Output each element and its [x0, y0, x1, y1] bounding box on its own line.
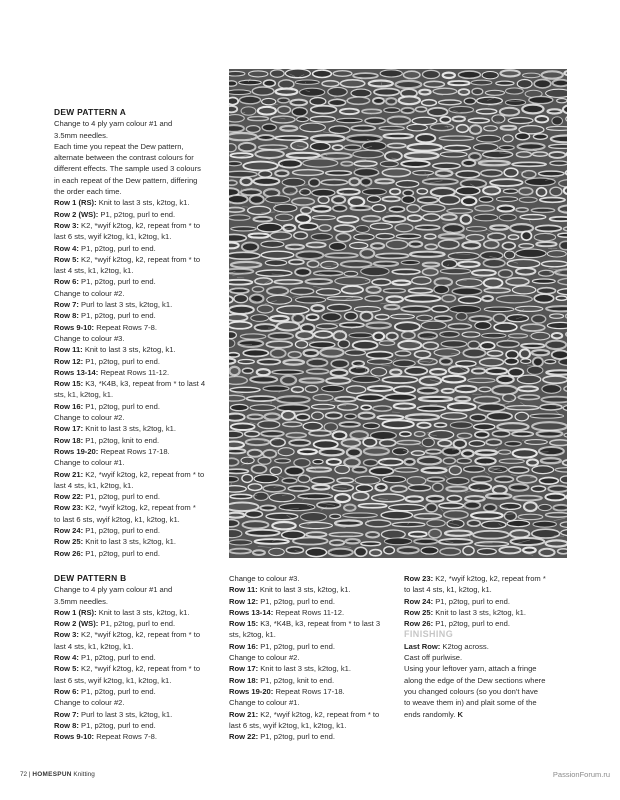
row-text: Repeat Rows 7-8. — [94, 322, 157, 332]
row-text: Knit to last 3 sts, k2tog, k1. — [257, 585, 351, 595]
row-text: Repeat Rows 7-8. — [94, 732, 157, 742]
magazine-brand: HOMESPUN — [32, 771, 72, 778]
row-instruction — [404, 618, 568, 629]
row-instruction — [54, 491, 218, 502]
row-instruction — [54, 220, 218, 231]
row-instruction — [54, 686, 218, 697]
row-text: P1, p2tog, purl to end. — [78, 686, 156, 696]
knitted-texture-image — [229, 69, 567, 558]
row-label: Row 18: — [54, 435, 84, 445]
row-instruction — [54, 299, 218, 310]
page-number: 72 — [20, 771, 28, 778]
row-text: K2, *wyif k2tog, k2, repeat from * to — [78, 630, 201, 640]
row-instruction — [54, 401, 218, 412]
finishing-text: you changed colours (so you don't have — [404, 686, 539, 696]
row-label: Row 1 (RS): — [54, 607, 97, 617]
row-text: K2, *wyif k2tog, k2, repeat from * to — [83, 469, 205, 479]
row-instruction — [54, 322, 218, 333]
colour-change: Change to colour #2. — [54, 698, 125, 708]
row-label: Row 21: — [54, 469, 84, 479]
dew-pattern-a-section — [54, 107, 218, 559]
row-label: Row 25: — [54, 537, 84, 547]
row-continuation: sts, k2tog, k1. — [229, 630, 276, 640]
row-label: Rows 9-10: — [54, 322, 95, 332]
row-instruction — [229, 663, 393, 674]
row-text: P1, p2tog, purl to end. — [258, 596, 335, 606]
row-label: Row 25: — [404, 607, 434, 617]
knitted-fabric-photo — [229, 69, 567, 558]
row-text: P1, p2tog, purl to end. — [83, 356, 160, 366]
row-label: Row 15: — [229, 619, 259, 629]
intro-line: Change to 4 ply yarn colour #1 and — [54, 119, 173, 129]
row-text: Knit to last 3 sts, k2tog, k1. — [83, 424, 176, 434]
row-instruction — [404, 596, 568, 607]
row-label: Row 5: — [54, 254, 79, 264]
row-text: Knit to last 3 sts, k2tog, k1. — [82, 345, 176, 355]
row-continuation: last 6 sts, wyif k2tog, k1, k2tog, k1. — [229, 720, 347, 730]
row-text: Knit to last 3 sts, k2tog, k1. — [96, 607, 190, 617]
row-instruction — [54, 243, 218, 254]
finishing-text: Cast off purlwise. — [404, 653, 463, 663]
row-text: Knit to last 3 sts, k2tog, k1. — [96, 198, 190, 208]
row-instruction — [54, 536, 218, 547]
row-label: Rows 19-20: — [54, 446, 99, 456]
row-instruction — [54, 378, 218, 389]
row-text: P1, p2tog, purl to end. — [78, 653, 156, 663]
row-label: Row 11: — [54, 345, 83, 355]
row-instruction — [229, 584, 393, 595]
row-instruction — [54, 356, 218, 367]
colour-change: Change to colour #2. — [54, 288, 125, 298]
row-label: Row 22: — [54, 492, 84, 502]
row-instruction — [54, 310, 218, 321]
row-instruction — [54, 469, 218, 480]
row-label: Row 23: — [404, 574, 434, 583]
row-continuation: last 6 sts, wyif k2tog, k1, k2tog, k1. — [54, 675, 172, 685]
row-label: Row 6: — [54, 277, 79, 287]
row-label: Row 6: — [54, 686, 79, 696]
page-footer — [20, 771, 95, 778]
row-text: P1, p2tog, purl to end. — [83, 548, 160, 558]
row-text: K3, *K4B, k3, repeat from * to last 4 — [83, 379, 206, 389]
row-label: Row 7: — [54, 300, 79, 310]
intro-line: different effects. The sample used 3 colours — [54, 164, 201, 174]
row-label: Row 26: — [404, 619, 434, 629]
intro-line: alternate between the contrast colours for — [54, 153, 194, 163]
row-text: Repeat Rows 11-12. — [273, 607, 345, 617]
row-instruction — [54, 629, 218, 640]
intro-line: the order each time. — [54, 187, 122, 197]
row-text: P1, p2tog, purl to end. — [83, 401, 160, 411]
row-text: K2, *wyif k2tog, k2, repeat from * — [83, 503, 196, 513]
row-text: P1, p2tog, purl to end. — [258, 641, 335, 651]
row-instruction — [54, 367, 218, 378]
row-instruction — [54, 548, 218, 559]
row-instruction — [54, 720, 218, 731]
row-text: K2, *wyif k2tog, k2, repeat from * to — [258, 709, 380, 719]
intro-line: 3.5mm needles. — [54, 596, 109, 606]
finishing-text: to weave them in) and plait some of the — [404, 698, 537, 708]
row-text: Knit to last 3 sts, k2tog, k1. — [258, 664, 351, 674]
colour-change: Change to colour #3. — [229, 574, 300, 583]
row-continuation: last 4 sts, k1, k2tog, k1. — [54, 480, 134, 490]
row-instruction — [229, 596, 393, 607]
dew-pattern-b-section — [54, 573, 218, 742]
row-continuation: last 4 sts, k1, k2tog, k1. — [54, 266, 134, 276]
row-label: Row 2 (WS): — [54, 209, 99, 219]
colour-change: Change to colour #3. — [54, 333, 125, 343]
row-continuation: to last 6 sts, wyif k2tog, k1, k2tog, k1. — [54, 514, 180, 524]
row-text: K2, *wyif k2tog, k2, repeat from * — [433, 574, 546, 583]
row-text: K2, *wyif k2tog, k2, repeat from * to — [78, 254, 201, 264]
end-of-pattern-mark: K — [457, 709, 463, 719]
row-label: Row 7: — [54, 709, 79, 719]
row-instruction — [54, 423, 218, 434]
row-label: Row 12: — [54, 356, 84, 366]
row-label: Row 15: — [54, 379, 84, 389]
row-instruction — [54, 344, 218, 355]
row-label: Rows 19-20: — [229, 686, 274, 696]
row-label: Row 4: — [54, 243, 79, 253]
row-label: Row 17: — [54, 424, 84, 434]
magazine-section: Knitting — [71, 771, 95, 778]
row-label: Row 3: — [54, 630, 79, 640]
footer-separator: | — [27, 771, 33, 778]
row-label: Row 22: — [229, 732, 259, 742]
row-continuation: last 4 sts, k1, k2tog, k1. — [54, 641, 134, 651]
dew-pattern-b-continued — [229, 573, 393, 742]
row-text: Purl to last 3 sts, k2tog, k1. — [78, 709, 173, 719]
row-label: Row 3: — [54, 220, 79, 230]
row-instruction — [54, 607, 218, 618]
row-text: P1, p2tog, purl to end. — [83, 525, 160, 535]
intro-line: 3.5mm needles. — [54, 130, 109, 140]
row-instruction — [229, 686, 393, 697]
row-text: P1, p2tog, purl to end. — [433, 596, 510, 606]
row-text: Knit to last 3 sts, k2tog, k1. — [83, 537, 176, 547]
row-instruction — [54, 709, 218, 720]
row-instruction — [54, 435, 218, 446]
row-instruction — [229, 607, 393, 618]
finishing-text: Using your leftover yarn, attach a fringe — [404, 664, 537, 674]
row-instruction — [54, 254, 218, 265]
row-label: Row 12: — [229, 596, 259, 606]
intro-line: Each time you repeat the Dew pattern, — [54, 141, 184, 151]
colour-change: Change to colour #1. — [54, 458, 125, 468]
row-text: P1, p2tog, purl to end. — [78, 720, 156, 730]
row-instruction — [54, 663, 218, 674]
row-label: Row 18: — [229, 675, 259, 685]
row-text: Knit to last 3 sts, k2tog, k1. — [433, 607, 526, 617]
site-watermark: PassionForum.ru — [552, 770, 610, 779]
row-label: Rows 9-10: — [54, 732, 95, 742]
row-label: Rows 13-14: — [229, 607, 274, 617]
row-instruction — [54, 446, 218, 457]
row-text: K2, *wyif k2tog, k2, repeat from * to — [78, 664, 201, 674]
row-instruction — [404, 573, 568, 584]
row-text: P1, p2tog, purl to end. — [78, 243, 156, 253]
row-text: P1, p2tog, purl to end. — [78, 311, 156, 321]
row-instruction — [54, 731, 218, 742]
row-label: Row 24: — [54, 525, 84, 535]
row-instruction — [54, 276, 218, 287]
row-label: Rows 13-14: — [54, 367, 99, 377]
row-label: Row 4: — [54, 653, 79, 663]
row-instruction — [229, 709, 393, 720]
row-instruction — [54, 618, 218, 629]
row-text: K2, *wyif k2tog, k2, repeat from * to — [78, 220, 201, 230]
row-label: Row 26: — [54, 548, 84, 558]
row-label: Row 16: — [229, 641, 259, 651]
row-instruction — [229, 731, 393, 742]
row-instruction — [54, 652, 218, 663]
row-text: Repeat Rows 11-12. — [98, 367, 170, 377]
row-text: P1, p2tog, purl to end. — [98, 209, 176, 219]
row-text: P1, p2tog, purl to end. — [433, 619, 510, 629]
colour-change: Change to colour #1. — [229, 698, 300, 708]
row-instruction — [404, 607, 568, 618]
row-label: Row 1 (RS): — [54, 198, 97, 208]
row-instruction — [54, 209, 218, 220]
finishing-heading: FINISHING — [404, 629, 454, 640]
row-instruction — [54, 502, 218, 513]
row-text: P1, p2tog, knit to end. — [83, 435, 160, 445]
row-text: Purl to last 3 sts, k2tog, k1. — [78, 300, 173, 310]
finishing-text-end: ends randomly. — [404, 709, 456, 719]
finishing-text — [404, 709, 568, 720]
row-instruction — [54, 525, 218, 536]
row-instruction — [229, 675, 393, 686]
row-label: Row 11: — [229, 585, 258, 595]
row-continuation: to last 4 sts, k1, k2tog, k1. — [404, 585, 492, 595]
colour-change: Change to colour #2. — [229, 653, 300, 663]
row-label: Row 17: — [229, 664, 259, 674]
row-label: Row 24: — [404, 596, 434, 606]
row-text: K3, *K4B, k3, repeat from * to last 3 — [258, 619, 381, 629]
row-continuation: last 6 sts, wyif k2tog, k1, k2tog, k1. — [54, 232, 172, 242]
finishing-text: along the edge of the Dew sections where — [404, 675, 546, 685]
row-label: Row 21: — [229, 709, 259, 719]
row-label: Row 8: — [54, 720, 79, 730]
row-instruction — [229, 618, 393, 629]
dew-pattern-a-heading: DEW PATTERN A — [54, 107, 127, 117]
row-text: K2tog across. — [440, 641, 489, 651]
row-instruction — [54, 197, 218, 208]
row-continuation: sts, k1, k2tog, k1. — [54, 390, 114, 400]
dew-pattern-b-end-and-finishing — [404, 573, 568, 720]
row-text: P1, p2tog, purl to end. — [78, 277, 156, 287]
row-text: P1, p2tog, purl to end. — [98, 619, 176, 629]
row-text: P1, p2tog, knit to end. — [258, 675, 335, 685]
row-label: Row 2 (WS): — [54, 619, 99, 629]
dew-pattern-b-heading: DEW PATTERN B — [54, 573, 127, 583]
row-label: Row 23: — [54, 503, 84, 513]
row-label: Row 16: — [54, 401, 84, 411]
intro-line: Change to 4 ply yarn colour #1 and — [54, 585, 173, 595]
row-text: Repeat Rows 17-18. — [273, 686, 345, 696]
row-label: Last Row: — [404, 641, 441, 651]
row-text: P1, p2tog, purl to end. — [83, 492, 160, 502]
intro-line: in each repeat of the Dew pattern, differing — [54, 175, 198, 185]
row-instruction — [404, 641, 568, 652]
row-text: Repeat Rows 17-18. — [98, 446, 170, 456]
row-label: Row 5: — [54, 664, 79, 674]
row-text: P1, p2tog, purl to end. — [258, 732, 335, 742]
row-instruction — [229, 641, 393, 652]
row-label: Row 8: — [54, 311, 79, 321]
colour-change: Change to colour #2. — [54, 413, 125, 423]
